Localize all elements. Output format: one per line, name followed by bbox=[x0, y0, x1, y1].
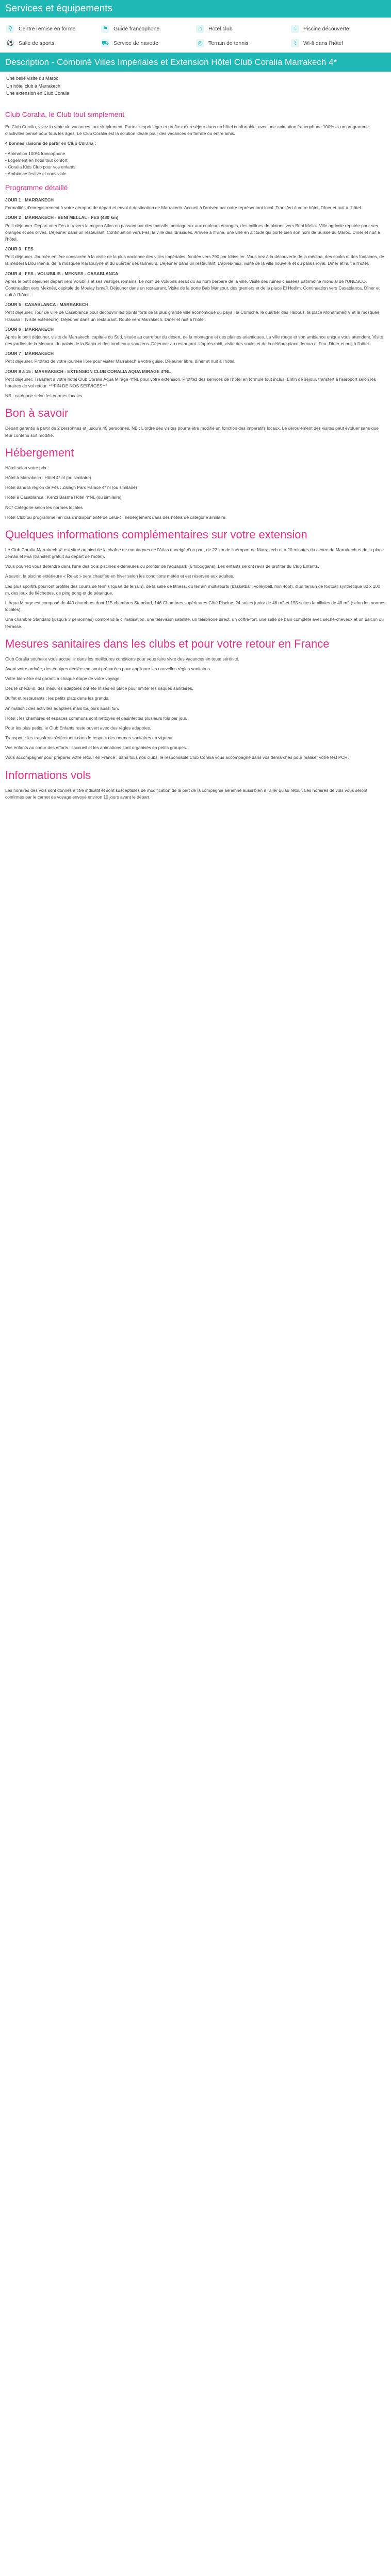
shuttle-icon: ⛟ bbox=[102, 40, 109, 46]
wifi-icon: ⌇ bbox=[291, 39, 299, 47]
mesures-paragraph: Avant votre arrivée, des équipes dédiées se sont préparées pour appliquer les nouvelles règles sanitaires. bbox=[5, 666, 211, 671]
day-title: JOUR 2 : MARRAKECH - BENI MELLAL - FES (480 km) bbox=[5, 215, 119, 221]
mesures-paragraph: Vous accompagner pour préparer votre retour en France : dans tous nos clubs, le responsable Club Coralia vous accompagne dans vos démarches pour réaliser votre test PCR. bbox=[5, 755, 349, 760]
hebergement-line: Hôtel à Casablanca : Kenzi Basma Hôtel 4*NL (ou similaire) bbox=[5, 495, 122, 500]
service-item bbox=[6, 25, 101, 33]
day-title: JOUR 3 : FES bbox=[5, 246, 34, 252]
hebergement-title: Hébergement bbox=[5, 446, 74, 459]
infos-vols-text: Les horaires des vols sont donnés à titre indicatif et sont susceptibles de modification de la part de la compagnie aérienne aussi bien à l'aller qu'au retour. Les horaires de vols vous seront confirmés par le carnet de voyage envoyé environ 10 jours avant le départ. bbox=[5, 787, 368, 800]
day-text: Après le petit déjeuner, visite de Marrakech, capitale du Sud, située au carrefour du désert, de la montagne et des plaines atlantiques. La ville rouge et son ambiance unique vous attendent. Visite des jardins de la Menara, du palais de la Bahia et des tombeaux saadiens. Déjeuner au restaurant. L'après-midi, visite des souks et de la célèbre place Jemaa el Fna. Dîner et nuit à l'hôtel. bbox=[5, 334, 383, 347]
hebergement-line: NC* Catégorie selon les normes locales bbox=[5, 504, 83, 510]
dumbbell-icon: ⚲ bbox=[6, 25, 14, 33]
pool-icon: ≈ bbox=[291, 25, 299, 33]
service-item bbox=[291, 39, 386, 47]
service-label: Piscine découverte bbox=[303, 26, 349, 32]
club-reasons-title: 4 bonnes raisons de partir en Club Coralia : bbox=[5, 141, 96, 146]
bon-text: Départ garantis à partir de 2 personnes et jusqu'à 45 personnes. NB : L'ordre des visites pourra être modifié en fonction des impératifs locaux. Le déroulement des visites peut évoluer sans que leur contenu soit modifié. bbox=[5, 426, 379, 438]
programme-title: Programme détaillé bbox=[5, 183, 68, 192]
programme-days bbox=[5, 197, 386, 399]
service-item bbox=[196, 39, 291, 47]
reason-item: • Ambiance festive et conviviale bbox=[5, 171, 386, 177]
day-title: JOUR 1 : MARRAKECH bbox=[5, 197, 54, 202]
mesures-title: Mesures sanitaires dans les clubs et pour votre retour en France bbox=[5, 637, 330, 650]
info-comp-paragraph: L'Aqua Mirage est composé de 440 chambres dont 115 chambres Standard, 146 Chambres supérieures Côté Piscine, 24 suites junior de 46 m2 et 155 suites familiales de 48 m2 (selon les normes locales). bbox=[5, 600, 386, 613]
tennis-icon: ◎ bbox=[196, 39, 204, 47]
reason-item: • Logement en hôtel tout confort bbox=[5, 157, 386, 164]
mesures-paragraph: Transport : les transferts s'effectuent dans le respect des normes sanitaires en vigueur. bbox=[5, 735, 174, 741]
mesures-paragraph: Pour les plus petits, le Club Enfants reste ouvert avec des règles adaptées. bbox=[5, 725, 152, 731]
info-comp-paragraph: Le Club Coralia Marrakech 4* est situé au pied de la chaîne de montagnes de l'Atlas enneigé d'un part, de 22 km de l'aéroport de Marrakech et à 20 minutes du centre de Marrakech et de la place Jemaa el Fna (transfert gratuit au départ de l'hôtel). bbox=[5, 547, 384, 560]
service-item bbox=[101, 39, 196, 47]
hebergement-line: Hôtel dans la région de Fès : Zalagh Parc Palace 4* nl (ou similaire) bbox=[5, 485, 137, 490]
description-bullet: Une extension en Club Coralia bbox=[6, 91, 70, 96]
day-text: NB : catégorie selon les normes locales bbox=[5, 393, 83, 399]
mesures-paragraph: Buffet et restaurants : les petits plats dans les grands. bbox=[5, 696, 110, 701]
hotel-icon: ⌂ bbox=[196, 25, 204, 33]
services-section bbox=[0, 0, 391, 53]
day-title: JOUR 6 : MARRAKECH bbox=[5, 326, 54, 332]
day-title: JOUR 7 : MARRAKECH bbox=[5, 351, 54, 357]
bon-title: Bon à savoir bbox=[5, 406, 69, 420]
service-label: Centre remise en forme bbox=[19, 26, 76, 32]
day-text: Petit déjeuner. Profitez de votre journée libre pour visiter Marrakech à votre guise. Déjeuner libre, dîner et nuit à l'hôtel. bbox=[5, 359, 236, 364]
day-text: Petit déjeuner. Départ vers Fès à travers la moyen Atlas en passant par des massifs montagneux aux couleurs étranges, des collines de plaines vers Beni Mellal. Ville agricole réputée pour ses oranges et ses olives. Déjeuner dans un restaurant. Continuation vers Fès, la ville des Idrissides. Arrivée à Ifrane, une ville en altitude qui porte bien son nom de Suisse du Maroc. Dîner et nuit à l'hôtel. bbox=[5, 223, 380, 242]
service-label: Wi-fi dans l'hôtel bbox=[303, 40, 343, 46]
mesures-paragraph: Vos enfants au coeur des efforts : l'accueil et les animations sont organisés en petits groupes. bbox=[5, 745, 187, 751]
mesures-paragraph: Club Coralia souhaite vous accueillir dans les meilleures conditions pour vous faire vivre des vacances en toute sérénité. bbox=[5, 656, 240, 662]
day-title: JOUR 8 à 15 : MARRAKECH - EXTENSION CLUB CORALIA AQUA MIRAGE 4*NL bbox=[5, 368, 171, 374]
mesures-paragraph: Dès le check-in, des mesures adaptées ont été mises en place pour limiter les risques sanitaires. bbox=[5, 686, 193, 691]
service-item bbox=[101, 25, 196, 33]
day-text: Petit déjeuner. Journée entière consacrée à la visite de la plus ancienne des villes impériales, fondée vers 790 par Idriss Ier. Vous irez à la découverte de la médina, des souks et des fontaines, de la médersa Bou Inania, de la mosquée Karaouiyne et du quartier des tanneurs. Déjeuner dans un restaurant. L'après-midi, visite de la ville nouvelle et du palais royal. Dîner et nuit à l'hôtel. bbox=[5, 254, 384, 266]
day-text: Petit déjeuner. Transfert à votre hôtel Club Coralia Aqua Mirage 4*NL pour votre extension. Profitez des services de l'hôtel en formule tout inclus. Enfin de séjour, transfert à l'aéroport selon les horaires de vol retour. ***FIN DE NOS SERVICES*** bbox=[5, 376, 376, 388]
day-title: JOUR 5 : CASABLANCA - MARRAKECH bbox=[5, 302, 89, 308]
service-label: Service de navette bbox=[113, 40, 158, 46]
services-grid bbox=[0, 18, 391, 53]
info-comp-paragraph: Une chambre Standard (jusqu'à 3 personnes) comprend la climatisation, une télévision satellite, un téléphone direct, un coffre-fort, une salle de bain complète avec sèche-cheveux et un balcon ou terrasse. bbox=[5, 617, 384, 629]
service-item bbox=[6, 39, 101, 47]
info-comp-title: Quelques informations complémentaires sur votre extension bbox=[5, 528, 307, 541]
info-comp-paragraphs bbox=[5, 547, 386, 630]
service-label: Hôtel club bbox=[208, 26, 233, 32]
infos-vols-title: Informations vols bbox=[5, 768, 91, 782]
info-comp-paragraph: Les plus sportifs pourront profiter des courts de tennis (quart de terrain), de la salle de fitness, du terrain multisports (basketball, volleyball, mini-foot), d'un terrain de football synthétique 50 x 100 m, des jeux de fléchettes, de ping pong et de pétanque. bbox=[5, 583, 380, 596]
info-comp-paragraph: A savoir, la piscine extérieure « Relax » sera chauffée en hiver selon les conditions météo et est réservée aux adultes. bbox=[5, 573, 234, 579]
mesures-paragraph: Hôtel : les chambres et espaces communs sont nettoyés et désinfectés plusieurs fois par jour. bbox=[5, 715, 187, 721]
mesures-paragraph: Votre bien-être est garanti à chaque étape de votre voyage. bbox=[5, 676, 121, 682]
club-section bbox=[0, 99, 391, 817]
service-item bbox=[291, 25, 386, 33]
club-paragraph: En Club Coralia, vivez la vraie vie vacances tout simplement. Partez l'esprit léger et profitez d'un séjour dans un hôtel confortable, avec une animation francophone 100% et un programme d'activités pensé pour tous les âges. Le Club Coralia est la solution idéale pour des vacances en famille ou entre amis. bbox=[5, 124, 369, 137]
hebergement-line: Hôtel selon votre prix : bbox=[5, 465, 49, 470]
info-comp-paragraph: Vous pourrez vous détendre dans l'une des trois piscines extérieures ou profiter de l'aquapark (6 toboggans). Les enfants seront ravis de profiter du Club Enfants. bbox=[5, 564, 319, 569]
service-item bbox=[196, 25, 291, 33]
day-text: Formalités d'enregistrement à votre aéroport de départ et envol à destination de Marrakech. Accueil à l'arrivée par notre représentant local. Transfert à votre hôtel. Dîner et nuit à l'hôtel. bbox=[5, 205, 362, 211]
mesures-paragraphs bbox=[5, 656, 386, 761]
day-title: JOUR 4 : FES - VOLUBILIS - MEKNES - CASABLANCA bbox=[5, 270, 119, 276]
service-label: Terrain de tennis bbox=[208, 40, 249, 46]
hebergement-line: Hôtel Club ou programme, en cas d'indisponibilité de celui-ci, hébergement dans des hôtels de catégorie similaire. bbox=[5, 514, 227, 520]
description-bullet: Un hôtel club à Marrakech bbox=[6, 83, 61, 89]
description-bullet: Une belle visite du Maroc bbox=[6, 76, 59, 81]
service-label: Guide francophone bbox=[113, 26, 160, 32]
description-title: Description - Combiné Villes Impériales et Extension Hôtel Club Coralia Marrakech 4* bbox=[0, 53, 391, 72]
day-text: Petit déjeuner. Tour de ville de Casablanca pour découvrir les points forts de la plus grande ville économique du pays : la Corniche, le quartier des Habous, la place Mohammed V et la mosquée Hassan II (visite extérieure). Déjeuner dans un restaurant. Route vers Marrakech. Dîner et nuit à l'hôtel. bbox=[5, 310, 380, 322]
sports-hall-icon: ⚽ bbox=[7, 40, 14, 46]
club-reasons-list bbox=[5, 150, 386, 178]
guide-icon: ⚑ bbox=[101, 25, 109, 33]
mesures-paragraph: Animation : des activités adaptées mais toujours aussi fun. bbox=[5, 705, 119, 711]
hebergement-line: Hôtel à Marrakech : Hôtel 4* nl (ou similaire) bbox=[5, 475, 91, 480]
reason-item: • Animation 100% francophone bbox=[5, 150, 386, 157]
description-bullets bbox=[0, 72, 391, 99]
hebergement-lines bbox=[5, 465, 386, 521]
club-title: Club Coralia, le Club tout simplement bbox=[5, 110, 125, 119]
services-title: Services et équipements bbox=[0, 0, 391, 18]
service-label: Salle de sports bbox=[19, 40, 55, 46]
reason-item: • Coralia Kids Club pour vos enfants bbox=[5, 164, 386, 171]
day-text: Après le petit déjeuner départ vers Volubilis et ses vestiges romains. Le nom de Volubilis serait dû au nom berbère de la ville. Visite des ruines classées patrimoine mondial de l'UNESCO. Continuation vers Meknès, capitale de Moulay Ismaïl. Déjeuner dans un restaurant. Visite de la porte Bab Mansour, des greniers et de la place El Hedim. Continuation vers Casablanca. Dîner et nuit à l'hôtel. bbox=[5, 278, 380, 298]
